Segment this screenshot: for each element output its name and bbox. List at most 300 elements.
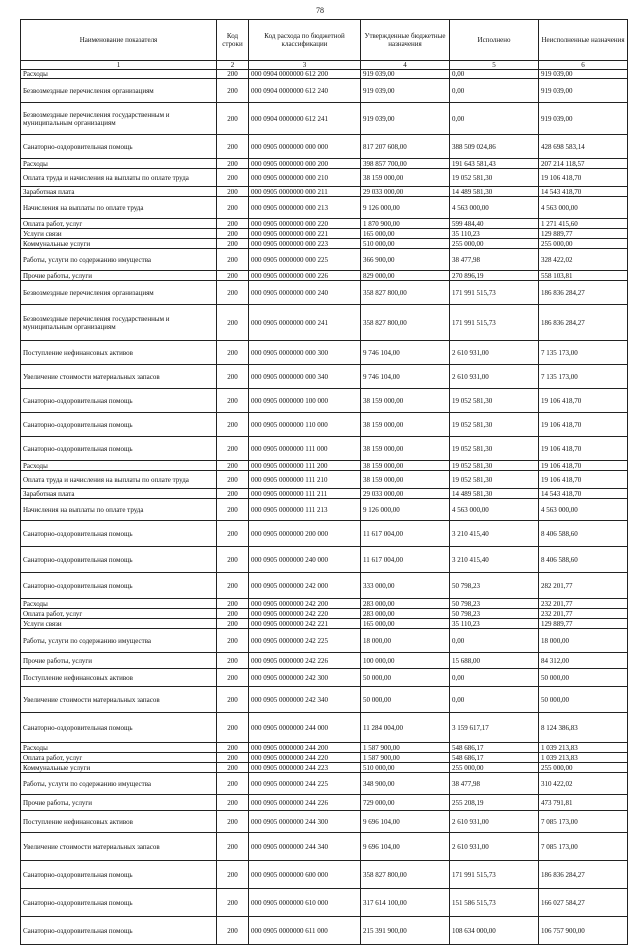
row-code: 200 xyxy=(217,471,249,489)
row-unexecuted-amount: 186 836 284,27 xyxy=(539,281,628,305)
row-approved-amount: 11 284 004,00 xyxy=(361,713,450,743)
row-name: Прочие работы, услуги xyxy=(21,271,217,281)
row-approved-amount: 729 000,00 xyxy=(361,795,450,811)
row-classification-code: 000 0905 0000000 000 300 xyxy=(249,341,361,365)
row-code: 200 xyxy=(217,461,249,471)
row-unexecuted-amount: 166 027 584,27 xyxy=(539,889,628,917)
row-unexecuted-amount: 19 106 418,70 xyxy=(539,169,628,187)
table-row xyxy=(21,103,628,135)
row-name: Работы, услуги по содержанию имущества xyxy=(21,249,217,271)
row-code: 200 xyxy=(217,763,249,773)
row-executed-amount: 255 000,00 xyxy=(450,239,539,249)
row-name: Санаторно-оздоровительная помощь xyxy=(21,713,217,743)
row-name: Безвозмездные перечисления организациям xyxy=(21,79,217,103)
row-name: Безвозмездные перечисления организациям xyxy=(21,281,217,305)
row-unexecuted-amount: 50 000,00 xyxy=(539,669,628,687)
table-row xyxy=(21,79,628,103)
row-classification-code: 000 0905 0000000 000 241 xyxy=(249,305,361,341)
table-row xyxy=(21,437,628,461)
row-classification-code: 000 0905 0000000 611 000 xyxy=(249,917,361,945)
row-approved-amount: 366 900,00 xyxy=(361,249,450,271)
row-unexecuted-amount: 232 201,77 xyxy=(539,599,628,609)
row-code: 200 xyxy=(217,305,249,341)
row-classification-code: 000 0905 0000000 111 000 xyxy=(249,437,361,461)
row-name: Санаторно-оздоровительная помощь xyxy=(21,437,217,461)
row-approved-amount: 11 617 004,00 xyxy=(361,521,450,547)
row-unexecuted-amount: 7 085 173,00 xyxy=(539,811,628,833)
row-classification-code: 000 0904 0000000 612 200 xyxy=(249,70,361,79)
row-classification-code: 000 0905 0000000 244 220 xyxy=(249,753,361,763)
row-executed-amount: 2 610 931,00 xyxy=(450,811,539,833)
row-classification-code: 000 0905 0000000 000 211 xyxy=(249,187,361,197)
row-code: 200 xyxy=(217,365,249,389)
row-approved-amount: 358 827 800,00 xyxy=(361,861,450,889)
table-row xyxy=(21,365,628,389)
table-row xyxy=(21,599,628,609)
page-number: 78 xyxy=(316,6,324,15)
row-executed-amount: 255 000,00 xyxy=(450,763,539,773)
row-code: 200 xyxy=(217,669,249,687)
row-code: 200 xyxy=(217,773,249,795)
row-code: 200 xyxy=(217,833,249,861)
table-row xyxy=(21,889,628,917)
row-executed-amount: 38 477,98 xyxy=(450,249,539,271)
row-name: Расходы xyxy=(21,159,217,169)
table-row xyxy=(21,229,628,239)
row-classification-code: 000 0905 0000000 244 223 xyxy=(249,763,361,773)
row-approved-amount: 38 159 000,00 xyxy=(361,437,450,461)
row-executed-amount: 19 052 581,30 xyxy=(450,437,539,461)
row-executed-amount: 4 563 000,00 xyxy=(450,499,539,521)
column-number: 1 xyxy=(21,61,217,70)
row-unexecuted-amount: 19 106 418,70 xyxy=(539,461,628,471)
row-executed-amount: 171 991 515,73 xyxy=(450,281,539,305)
row-classification-code: 000 0904 0000000 612 240 xyxy=(249,79,361,103)
row-approved-amount: 919 039,00 xyxy=(361,70,450,79)
row-approved-amount: 358 827 800,00 xyxy=(361,305,450,341)
row-code: 200 xyxy=(217,437,249,461)
row-executed-amount: 171 991 515,73 xyxy=(450,305,539,341)
row-classification-code: 000 0905 0000000 242 200 xyxy=(249,599,361,609)
row-unexecuted-amount: 207 214 118,57 xyxy=(539,159,628,169)
row-name: Оплата труда и начисления на выплаты по оплате труда xyxy=(21,471,217,489)
row-name: Начисления на выплаты по оплате труда xyxy=(21,197,217,219)
row-unexecuted-amount: 7 135 173,00 xyxy=(539,341,628,365)
row-approved-amount: 283 000,00 xyxy=(361,599,450,609)
row-unexecuted-amount: 7 085 173,00 xyxy=(539,833,628,861)
row-unexecuted-amount: 558 103,81 xyxy=(539,271,628,281)
table-row xyxy=(21,833,628,861)
row-unexecuted-amount: 919 039,00 xyxy=(539,70,628,79)
row-code: 200 xyxy=(217,389,249,413)
row-name: Расходы xyxy=(21,70,217,79)
row-code: 200 xyxy=(217,219,249,229)
row-unexecuted-amount: 1 271 415,60 xyxy=(539,219,628,229)
row-approved-amount: 510 000,00 xyxy=(361,763,450,773)
row-approved-amount: 9 696 104,00 xyxy=(361,811,450,833)
row-unexecuted-amount: 19 106 418,70 xyxy=(539,437,628,461)
row-executed-amount: 151 586 515,73 xyxy=(450,889,539,917)
row-classification-code: 000 0905 0000000 111 210 xyxy=(249,471,361,489)
row-executed-amount: 15 688,00 xyxy=(450,653,539,669)
row-approved-amount: 38 159 000,00 xyxy=(361,413,450,437)
row-executed-amount: 548 686,17 xyxy=(450,753,539,763)
row-approved-amount: 29 033 000,00 xyxy=(361,489,450,499)
row-unexecuted-amount: 186 836 284,27 xyxy=(539,305,628,341)
table-row xyxy=(21,773,628,795)
row-unexecuted-amount: 473 791,81 xyxy=(539,795,628,811)
row-executed-amount: 171 991 515,73 xyxy=(450,861,539,889)
row-code: 200 xyxy=(217,795,249,811)
table-row xyxy=(21,70,628,79)
row-approved-amount: 18 000,00 xyxy=(361,629,450,653)
row-classification-code: 000 0905 0000000 240 000 xyxy=(249,547,361,573)
row-approved-amount: 1 587 900,00 xyxy=(361,753,450,763)
row-classification-code: 000 0905 0000000 000 340 xyxy=(249,365,361,389)
table-row xyxy=(21,609,628,619)
row-unexecuted-amount: 328 422,02 xyxy=(539,249,628,271)
row-unexecuted-amount: 18 000,00 xyxy=(539,629,628,653)
row-classification-code: 000 0905 0000000 100 000 xyxy=(249,389,361,413)
row-unexecuted-amount: 255 000,00 xyxy=(539,239,628,249)
row-unexecuted-amount: 50 000,00 xyxy=(539,687,628,713)
row-name: Услуги связи xyxy=(21,619,217,629)
row-unexecuted-amount: 255 000,00 xyxy=(539,763,628,773)
row-approved-amount: 50 000,00 xyxy=(361,669,450,687)
row-classification-code: 000 0905 0000000 242 220 xyxy=(249,609,361,619)
row-name: Поступление нефинансовых активов xyxy=(21,341,217,365)
row-executed-amount: 2 610 931,00 xyxy=(450,341,539,365)
table-body xyxy=(21,70,628,945)
row-name: Заработная плата xyxy=(21,187,217,197)
table-row xyxy=(21,187,628,197)
row-code: 200 xyxy=(217,609,249,619)
row-classification-code: 000 0905 0000000 610 000 xyxy=(249,889,361,917)
row-unexecuted-amount: 282 201,77 xyxy=(539,573,628,599)
row-classification-code: 000 0905 0000000 242 226 xyxy=(249,653,361,669)
row-code: 200 xyxy=(217,187,249,197)
row-classification-code: 000 0905 0000000 242 300 xyxy=(249,669,361,687)
row-approved-amount: 283 000,00 xyxy=(361,609,450,619)
header-executed: Исполнено xyxy=(450,20,539,61)
table-row xyxy=(21,219,628,229)
table-row xyxy=(21,753,628,763)
row-classification-code: 000 0905 0000000 000 213 xyxy=(249,197,361,219)
table-row xyxy=(21,389,628,413)
row-executed-amount: 548 686,17 xyxy=(450,743,539,753)
row-approved-amount: 348 900,00 xyxy=(361,773,450,795)
row-code: 200 xyxy=(217,197,249,219)
row-approved-amount: 50 000,00 xyxy=(361,687,450,713)
row-executed-amount: 270 896,19 xyxy=(450,271,539,281)
row-name: Коммунальные услуги xyxy=(21,239,217,249)
row-name: Увеличение стоимости материальных запасов xyxy=(21,687,217,713)
row-approved-amount: 398 857 700,00 xyxy=(361,159,450,169)
row-approved-amount: 817 207 608,00 xyxy=(361,135,450,159)
row-approved-amount: 358 827 800,00 xyxy=(361,281,450,305)
row-classification-code: 000 0905 0000000 000 223 xyxy=(249,239,361,249)
row-name: Санаторно-оздоровительная помощь xyxy=(21,413,217,437)
row-classification-code: 000 0905 0000000 244 200 xyxy=(249,743,361,753)
row-unexecuted-amount: 4 563 000,00 xyxy=(539,197,628,219)
row-executed-amount: 50 798,23 xyxy=(450,599,539,609)
row-executed-amount: 0,00 xyxy=(450,669,539,687)
row-approved-amount: 1 870 900,00 xyxy=(361,219,450,229)
table-row xyxy=(21,489,628,499)
row-approved-amount: 100 000,00 xyxy=(361,653,450,669)
row-executed-amount: 0,00 xyxy=(450,79,539,103)
row-code: 200 xyxy=(217,70,249,79)
table-row xyxy=(21,249,628,271)
row-name: Расходы xyxy=(21,743,217,753)
row-code: 200 xyxy=(217,281,249,305)
row-unexecuted-amount: 129 889,77 xyxy=(539,619,628,629)
column-number: 3 xyxy=(249,61,361,70)
row-unexecuted-amount: 8 124 386,83 xyxy=(539,713,628,743)
row-executed-amount: 599 484,40 xyxy=(450,219,539,229)
row-approved-amount: 38 159 000,00 xyxy=(361,169,450,187)
row-name: Оплата работ, услуг xyxy=(21,609,217,619)
table-row xyxy=(21,135,628,159)
row-executed-amount: 3 210 415,40 xyxy=(450,547,539,573)
header-unexecuted: Неисполненные назначения xyxy=(539,20,628,61)
table-row xyxy=(21,461,628,471)
row-name: Услуги связи xyxy=(21,229,217,239)
row-approved-amount: 38 159 000,00 xyxy=(361,389,450,413)
row-executed-amount: 2 610 931,00 xyxy=(450,833,539,861)
row-unexecuted-amount: 84 312,00 xyxy=(539,653,628,669)
row-code: 200 xyxy=(217,135,249,159)
row-code: 200 xyxy=(217,687,249,713)
row-code: 200 xyxy=(217,811,249,833)
header-classification: Код расхода по бюджетной классификации xyxy=(249,20,361,61)
row-approved-amount: 919 039,00 xyxy=(361,103,450,135)
table-row xyxy=(21,547,628,573)
header-code: Код строки xyxy=(217,20,249,61)
row-code: 200 xyxy=(217,599,249,609)
row-code: 200 xyxy=(217,889,249,917)
table-row xyxy=(21,861,628,889)
row-executed-amount: 0,00 xyxy=(450,687,539,713)
row-approved-amount: 9 696 104,00 xyxy=(361,833,450,861)
table-row xyxy=(21,687,628,713)
row-name: Санаторно-оздоровительная помощь xyxy=(21,889,217,917)
row-executed-amount: 14 489 581,30 xyxy=(450,187,539,197)
row-name: Работы, услуги по содержанию имущества xyxy=(21,773,217,795)
table-row xyxy=(21,413,628,437)
row-name: Санаторно-оздоровительная помощь xyxy=(21,521,217,547)
row-executed-amount: 2 610 931,00 xyxy=(450,365,539,389)
row-code: 200 xyxy=(217,249,249,271)
row-name: Оплата работ, услуг xyxy=(21,753,217,763)
row-code: 200 xyxy=(217,413,249,437)
row-approved-amount: 11 617 004,00 xyxy=(361,547,450,573)
row-code: 200 xyxy=(217,753,249,763)
row-code: 200 xyxy=(217,653,249,669)
table-row xyxy=(21,471,628,489)
row-classification-code: 000 0905 0000000 242 000 xyxy=(249,573,361,599)
row-classification-code: 000 0905 0000000 600 000 xyxy=(249,861,361,889)
row-code: 200 xyxy=(217,103,249,135)
row-executed-amount: 19 052 581,30 xyxy=(450,389,539,413)
table-row xyxy=(21,629,628,653)
row-name: Расходы xyxy=(21,599,217,609)
row-classification-code: 000 0905 0000000 000 000 xyxy=(249,135,361,159)
row-classification-code: 000 0905 0000000 244 300 xyxy=(249,811,361,833)
row-approved-amount: 9 746 104,00 xyxy=(361,341,450,365)
row-code: 200 xyxy=(217,499,249,521)
row-classification-code: 000 0905 0000000 244 225 xyxy=(249,773,361,795)
row-code: 200 xyxy=(217,239,249,249)
row-classification-code: 000 0905 0000000 000 200 xyxy=(249,159,361,169)
row-approved-amount: 29 033 000,00 xyxy=(361,187,450,197)
row-classification-code: 000 0905 0000000 000 240 xyxy=(249,281,361,305)
row-approved-amount: 9 126 000,00 xyxy=(361,197,450,219)
column-number: 6 xyxy=(539,61,628,70)
row-unexecuted-amount: 14 543 418,70 xyxy=(539,187,628,197)
row-approved-amount: 919 039,00 xyxy=(361,79,450,103)
row-approved-amount: 317 614 100,00 xyxy=(361,889,450,917)
row-unexecuted-amount: 8 406 588,60 xyxy=(539,547,628,573)
row-classification-code: 000 0905 0000000 000 225 xyxy=(249,249,361,271)
table-row xyxy=(21,713,628,743)
row-name: Санаторно-оздоровительная помощь xyxy=(21,917,217,945)
row-executed-amount: 35 110,23 xyxy=(450,229,539,239)
row-unexecuted-amount: 919 039,00 xyxy=(539,79,628,103)
row-executed-amount: 0,00 xyxy=(450,70,539,79)
table-row xyxy=(21,811,628,833)
row-classification-code: 000 0905 0000000 244 226 xyxy=(249,795,361,811)
row-code: 200 xyxy=(217,169,249,187)
row-code: 200 xyxy=(217,271,249,281)
row-approved-amount: 829 000,00 xyxy=(361,271,450,281)
row-name: Работы, услуги по содержанию имущества xyxy=(21,629,217,653)
row-code: 200 xyxy=(217,229,249,239)
row-executed-amount: 19 052 581,30 xyxy=(450,471,539,489)
budget-execution-table xyxy=(20,19,628,945)
row-unexecuted-amount: 106 757 900,00 xyxy=(539,917,628,945)
row-executed-amount: 14 489 581,30 xyxy=(450,489,539,499)
row-classification-code: 000 0905 0000000 244 000 xyxy=(249,713,361,743)
row-name: Начисления на выплаты по оплате труда xyxy=(21,499,217,521)
table-row xyxy=(21,499,628,521)
row-code: 200 xyxy=(217,917,249,945)
row-approved-amount: 38 159 000,00 xyxy=(361,471,450,489)
row-classification-code: 000 0905 0000000 110 000 xyxy=(249,413,361,437)
table-row xyxy=(21,619,628,629)
row-code: 200 xyxy=(217,861,249,889)
row-name: Оплата труда и начисления на выплаты по оплате труда xyxy=(21,169,217,187)
table-row xyxy=(21,159,628,169)
row-executed-amount: 19 052 581,30 xyxy=(450,413,539,437)
table-row xyxy=(21,917,628,945)
row-approved-amount: 333 000,00 xyxy=(361,573,450,599)
row-unexecuted-amount: 19 106 418,70 xyxy=(539,413,628,437)
row-name: Санаторно-оздоровительная помощь xyxy=(21,547,217,573)
table-row xyxy=(21,281,628,305)
row-approved-amount: 1 587 900,00 xyxy=(361,743,450,753)
row-unexecuted-amount: 7 135 173,00 xyxy=(539,365,628,389)
row-unexecuted-amount: 232 201,77 xyxy=(539,609,628,619)
header-approved: Утвержденные бюджетные назначения xyxy=(361,20,450,61)
row-name: Увеличение стоимости материальных запасов xyxy=(21,365,217,389)
row-executed-amount: 50 798,23 xyxy=(450,609,539,619)
row-code: 200 xyxy=(217,489,249,499)
row-name: Безвозмездные перечисления государственным и муниципальным организациям xyxy=(21,305,217,341)
row-name: Увеличение стоимости материальных запасов xyxy=(21,833,217,861)
table-row xyxy=(21,305,628,341)
row-approved-amount: 9 746 104,00 xyxy=(361,365,450,389)
row-name: Оплата работ, услуг xyxy=(21,219,217,229)
row-name: Безвозмездные перечисления государственным и муниципальным организациям xyxy=(21,103,217,135)
row-unexecuted-amount: 919 039,00 xyxy=(539,103,628,135)
row-classification-code: 000 0905 0000000 242 225 xyxy=(249,629,361,653)
row-executed-amount: 50 798,23 xyxy=(450,573,539,599)
row-unexecuted-amount: 428 698 583,14 xyxy=(539,135,628,159)
row-name: Санаторно-оздоровительная помощь xyxy=(21,135,217,159)
row-code: 200 xyxy=(217,743,249,753)
table-row xyxy=(21,669,628,687)
row-name: Санаторно-оздоровительная помощь xyxy=(21,861,217,889)
row-unexecuted-amount: 14 543 418,70 xyxy=(539,489,628,499)
row-approved-amount: 165 000,00 xyxy=(361,229,450,239)
row-unexecuted-amount: 19 106 418,70 xyxy=(539,389,628,413)
table-row xyxy=(21,795,628,811)
row-name: Поступление нефинансовых активов xyxy=(21,811,217,833)
table-row xyxy=(21,743,628,753)
row-classification-code: 000 0905 0000000 111 211 xyxy=(249,489,361,499)
table-header-row xyxy=(21,20,628,61)
row-code: 200 xyxy=(217,619,249,629)
row-executed-amount: 255 208,19 xyxy=(450,795,539,811)
row-code: 200 xyxy=(217,521,249,547)
row-classification-code: 000 0905 0000000 244 340 xyxy=(249,833,361,861)
row-code: 200 xyxy=(217,341,249,365)
table-row xyxy=(21,271,628,281)
row-classification-code: 000 0905 0000000 111 200 xyxy=(249,461,361,471)
row-unexecuted-amount: 1 039 213,83 xyxy=(539,753,628,763)
row-code: 200 xyxy=(217,629,249,653)
table-row xyxy=(21,573,628,599)
row-name: Поступление нефинансовых активов xyxy=(21,669,217,687)
row-executed-amount: 38 477,98 xyxy=(450,773,539,795)
row-approved-amount: 38 159 000,00 xyxy=(361,461,450,471)
row-unexecuted-amount: 186 836 284,27 xyxy=(539,861,628,889)
row-name: Санаторно-оздоровительная помощь xyxy=(21,573,217,599)
row-approved-amount: 165 000,00 xyxy=(361,619,450,629)
row-executed-amount: 3 159 617,17 xyxy=(450,713,539,743)
table-row xyxy=(21,521,628,547)
row-executed-amount: 191 643 581,43 xyxy=(450,159,539,169)
row-name: Коммунальные услуги xyxy=(21,763,217,773)
row-unexecuted-amount: 129 889,77 xyxy=(539,229,628,239)
row-name: Прочие работы, услуги xyxy=(21,795,217,811)
column-number-row xyxy=(21,61,628,70)
table-row xyxy=(21,763,628,773)
row-unexecuted-amount: 4 563 000,00 xyxy=(539,499,628,521)
row-code: 200 xyxy=(217,159,249,169)
row-name: Прочие работы, услуги xyxy=(21,653,217,669)
table-row xyxy=(21,653,628,669)
header-name: Наименование показателя xyxy=(21,20,217,61)
row-unexecuted-amount: 310 422,02 xyxy=(539,773,628,795)
row-classification-code: 000 0905 0000000 200 000 xyxy=(249,521,361,547)
column-number: 5 xyxy=(450,61,539,70)
row-executed-amount: 0,00 xyxy=(450,103,539,135)
table-row xyxy=(21,239,628,249)
row-code: 200 xyxy=(217,547,249,573)
row-executed-amount: 19 052 581,30 xyxy=(450,461,539,471)
